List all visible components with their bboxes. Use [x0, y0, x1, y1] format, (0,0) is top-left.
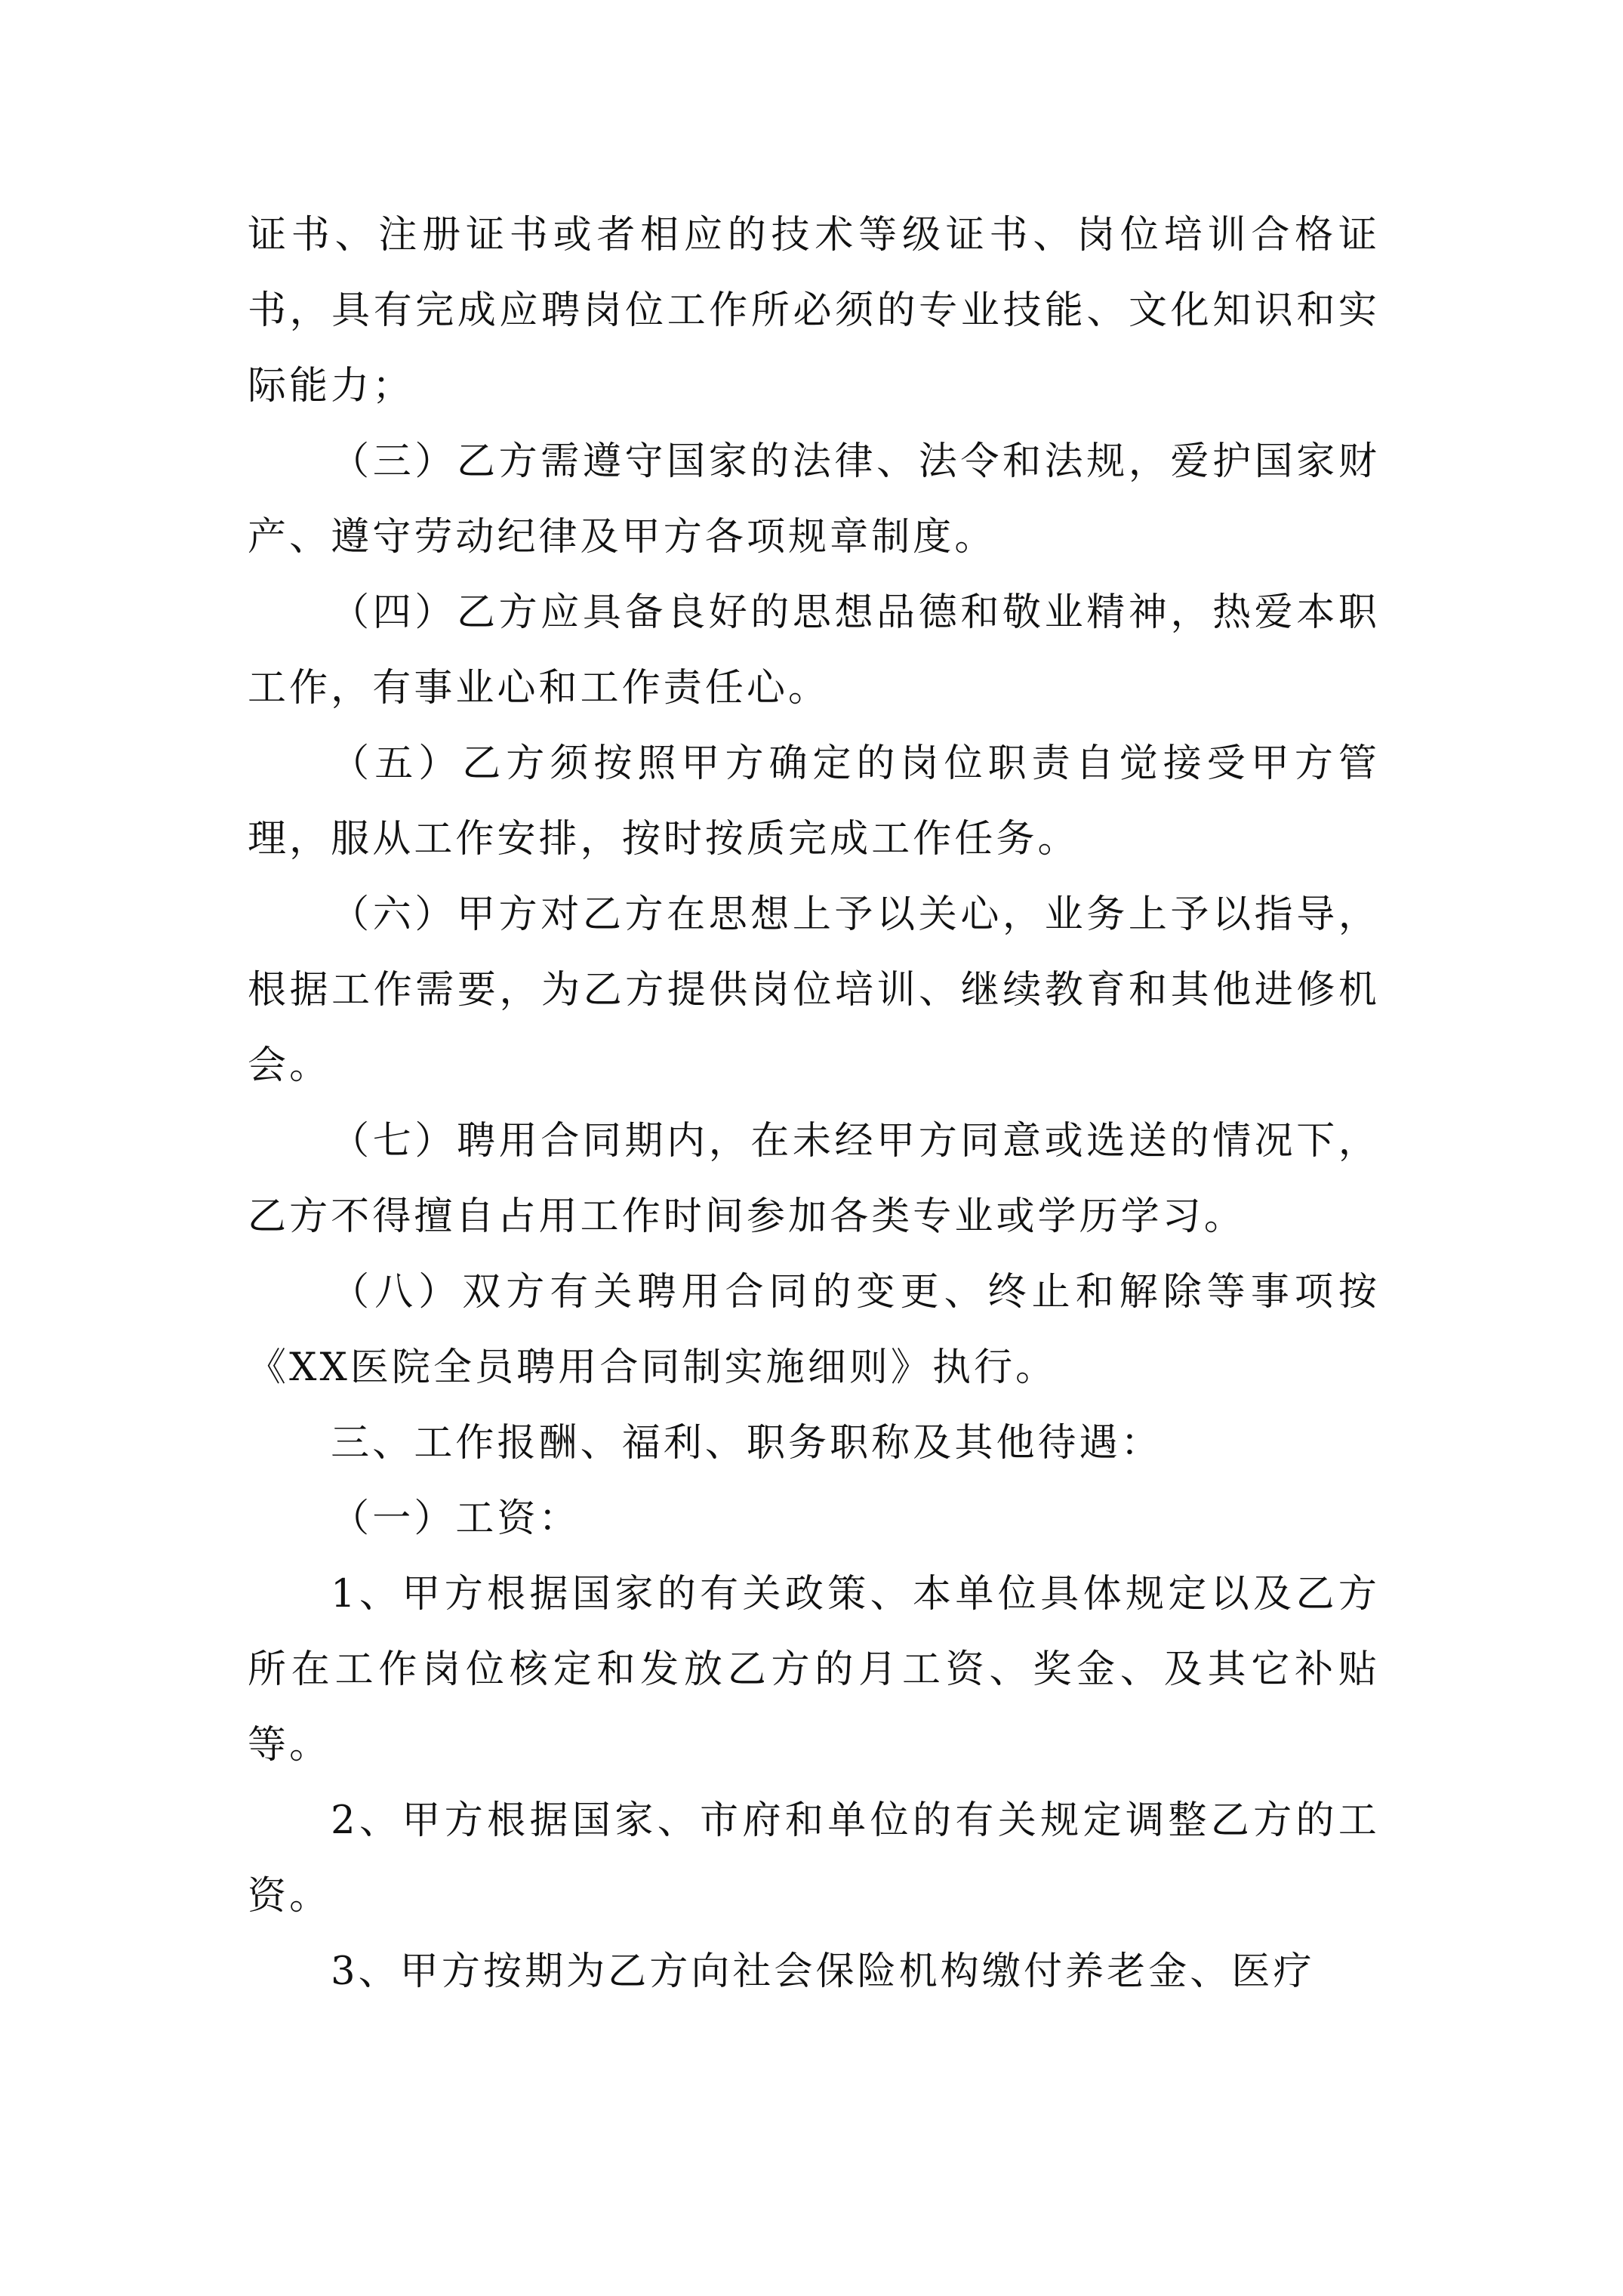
paragraph-item-7: （七）聘用合同期内，在未经甲方同意或选送的情况下，乙方不得擅自占用工作时间参加各类专业或学历学习。 [248, 1119, 1380, 1239]
paragraph-item-5: （五）乙方须按照甲方确定的岗位职责自觉接受甲方管理，服从工作安排，按时按质完成工作任务。 [248, 741, 1380, 861]
paragraph-item-3: （三）乙方需遵守国家的法律、法令和法规，爱护国家财产、遵守劳动纪律及甲方各项规章制度。 [248, 439, 1380, 559]
subsection-heading-salary: （一）工资： [331, 1496, 581, 1541]
paragraph-item-4: （四）乙方应具备良好的思想品德和敬业精神，热爱本职工作，有事业心和工作责任心。 [248, 590, 1380, 710]
paragraph-salary-3: 3、甲方按期为乙方向社会保险机构缴付养老金、医疗 [331, 1949, 1315, 1994]
paragraph-salary-2: 2、甲方根据国家、市府和单位的有关规定调整乙方的工资。 [248, 1798, 1380, 1918]
paragraph-item-6: （六）甲方对乙方在思想上予以关心，业务上予以指导，根据工作需要，为乙方提供岗位培训、继续教育和其他进修机会。 [248, 892, 1380, 1088]
section-heading-3: 三、工作报酬、福利、职务职称及其他待遇： [331, 1421, 1163, 1465]
paragraph-continuation: 证书、注册证书或者相应的技术等级证书、岗位培训合格证书，具有完成应聘岗位工作所必须的专业技能、文化知识和实际能力； [248, 213, 1380, 408]
document-body [248, 198, 1380, 2010]
paragraph-item-8: （八）双方有关聘用合同的变更、终止和解除等事项按《XX医院全员聘用合同制实施细则》执行。 [248, 1270, 1380, 1390]
paragraph-salary-1: 1、甲方根据国家的有关政策、本单位具体规定以及乙方所在工作岗位核定和发放乙方的月工资、奖金、及其它补贴等。 [248, 1572, 1380, 1767]
